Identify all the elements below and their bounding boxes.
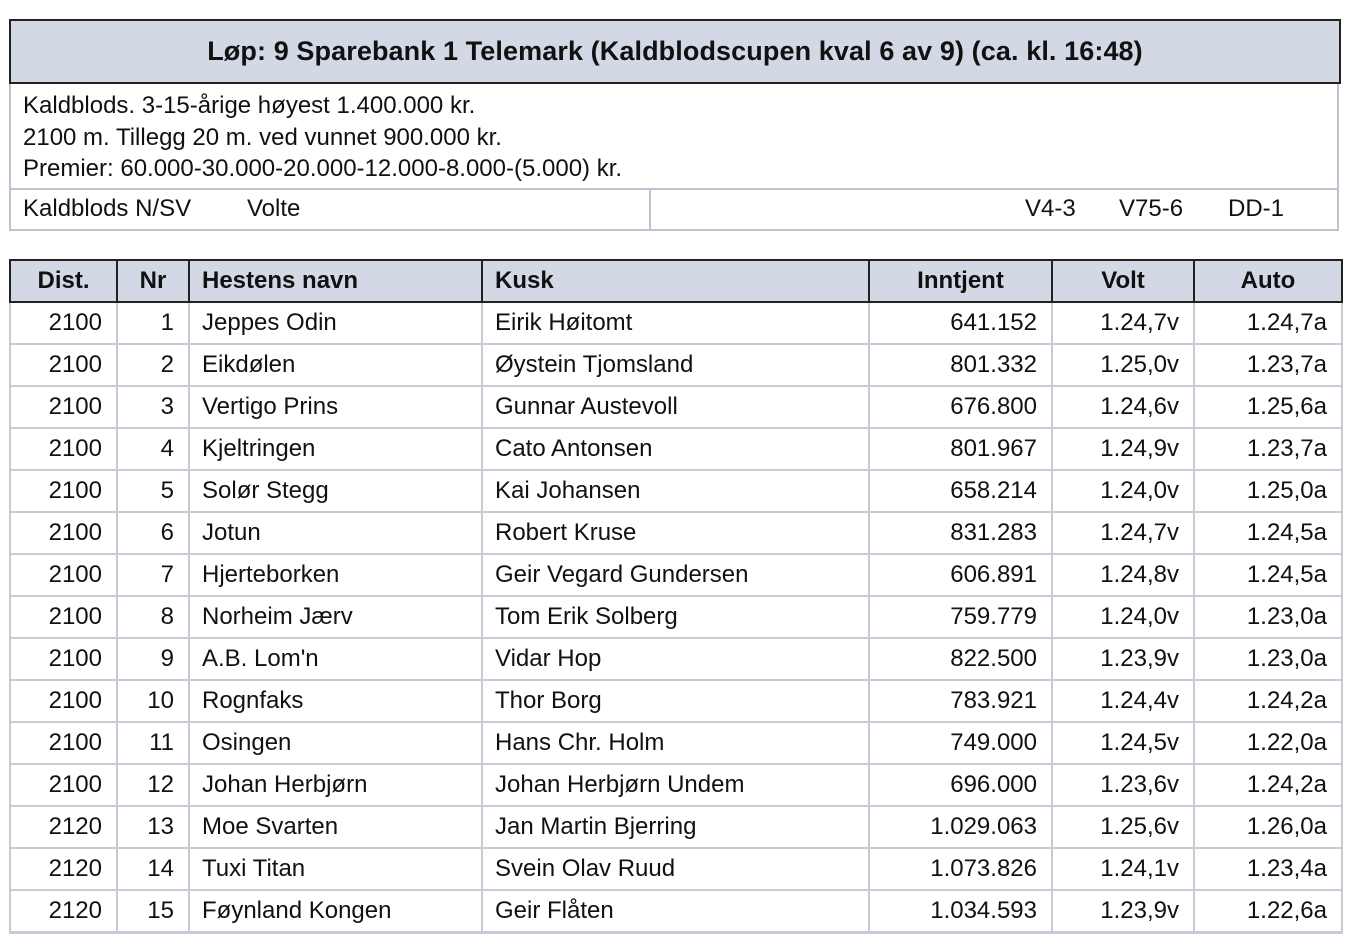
table-row [10, 512, 1342, 554]
header-auto: Auto [1194, 260, 1342, 302]
cell-auto: 1.24,2a [1194, 680, 1342, 722]
cell-earnings: 783.921 [869, 680, 1052, 722]
bet-type-v75: V75-6 [1119, 195, 1184, 222]
cell-nr: 10 [117, 680, 189, 722]
table-row [10, 638, 1342, 680]
cell-volt: 1.24,9v [1052, 428, 1194, 470]
cell-dist: 2100 [10, 344, 117, 386]
table-row [10, 596, 1342, 638]
cell-driver: Johan Herbjørn Undem [482, 764, 869, 806]
cell-nr: 9 [117, 638, 189, 680]
race-prizes-line: Premier: 60.000-30.000-20.000-12.000-8.000-(5.000) kr. [23, 155, 623, 182]
cell-earnings: 801.332 [869, 344, 1052, 386]
table-row [10, 428, 1342, 470]
cell-driver: Gunnar Austevoll [482, 386, 869, 428]
cell-nr: 12 [117, 764, 189, 806]
cell-earnings: 1.073.826 [869, 848, 1052, 890]
cell-volt: 1.24,4v [1052, 680, 1194, 722]
cell-volt: 1.24,6v [1052, 386, 1194, 428]
cell-auto: 1.23,7a [1194, 344, 1342, 386]
cell-nr: 11 [117, 722, 189, 764]
table-row [10, 806, 1342, 848]
cell-nr: 5 [117, 470, 189, 512]
cell-dist: 2120 [10, 890, 117, 932]
cell-volt: 1.24,8v [1052, 554, 1194, 596]
cell-auto: 1.23,4a [1194, 848, 1342, 890]
cell-horse-name: A.B. Lom'n [189, 638, 482, 680]
header-horse-name: Hestens navn [189, 260, 482, 302]
cell-auto: 1.24,2a [1194, 764, 1342, 806]
cell-driver: Hans Chr. Holm [482, 722, 869, 764]
cell-dist: 2100 [10, 638, 117, 680]
cell-horse-name: Solør Stegg [189, 470, 482, 512]
cell-nr: 14 [117, 848, 189, 890]
cell-earnings: 676.800 [869, 386, 1052, 428]
header-driver: Kusk [482, 260, 869, 302]
cell-dist: 2120 [10, 806, 117, 848]
cell-horse-name: Kjeltringen [189, 428, 482, 470]
cell-volt: 1.24,1v [1052, 848, 1194, 890]
starters-table [9, 259, 1343, 934]
table-row [10, 722, 1342, 764]
cell-horse-name: Johan Herbjørn [189, 764, 482, 806]
cell-earnings: 749.000 [869, 722, 1052, 764]
table-row [10, 848, 1342, 890]
cell-auto: 1.24,5a [1194, 512, 1342, 554]
cell-dist: 2120 [10, 848, 117, 890]
cell-volt: 1.24,5v [1052, 722, 1194, 764]
cell-horse-name: Vertigo Prins [189, 386, 482, 428]
cell-nr: 15 [117, 890, 189, 932]
cell-auto: 1.24,5a [1194, 554, 1342, 596]
header-volt: Volt [1052, 260, 1194, 302]
cell-horse-name: Osingen [189, 722, 482, 764]
cell-driver: Geir Vegard Gundersen [482, 554, 869, 596]
cell-driver: Geir Flåten [482, 890, 869, 932]
cell-driver: Vidar Hop [482, 638, 869, 680]
header-dist: Dist. [10, 260, 117, 302]
cell-auto: 1.23,0a [1194, 638, 1342, 680]
start-method: Volte [247, 195, 301, 222]
cell-driver: Robert Kruse [482, 512, 869, 554]
cell-earnings: 658.214 [869, 470, 1052, 512]
cell-driver: Thor Borg [482, 680, 869, 722]
cell-volt: 1.23,9v [1052, 638, 1194, 680]
cell-horse-name: Moe Svarten [189, 806, 482, 848]
cell-dist: 2100 [10, 680, 117, 722]
cell-nr: 13 [117, 806, 189, 848]
table-row [10, 470, 1342, 512]
cell-horse-name: Hjerteborken [189, 554, 482, 596]
cell-volt: 1.24,7v [1052, 302, 1194, 344]
cell-volt: 1.24,0v [1052, 596, 1194, 638]
header-earnings: Inntjent [869, 260, 1052, 302]
cell-driver: Kai Johansen [482, 470, 869, 512]
cell-auto: 1.25,6a [1194, 386, 1342, 428]
cell-earnings: 696.000 [869, 764, 1052, 806]
bet-type-v4: V4-3 [1025, 195, 1076, 222]
cell-auto: 1.22,6a [1194, 890, 1342, 932]
cell-volt: 1.23,9v [1052, 890, 1194, 932]
cell-horse-name: Jeppes Odin [189, 302, 482, 344]
cell-nr: 3 [117, 386, 189, 428]
cell-volt: 1.24,0v [1052, 470, 1194, 512]
table-row [10, 890, 1342, 932]
cell-earnings: 1.029.063 [869, 806, 1052, 848]
cell-auto: 1.23,7a [1194, 428, 1342, 470]
cell-earnings: 1.034.593 [869, 890, 1052, 932]
cell-nr: 7 [117, 554, 189, 596]
table-row [10, 680, 1342, 722]
cell-dist: 2100 [10, 512, 117, 554]
cell-horse-name: Tuxi Titan [189, 848, 482, 890]
cell-earnings: 822.500 [869, 638, 1052, 680]
cell-earnings: 801.967 [869, 428, 1052, 470]
race-condition-line: Kaldblods. 3-15-årige høyest 1.400.000 kr. [23, 92, 476, 119]
table-header-row [10, 260, 1342, 302]
cell-volt: 1.25,0v [1052, 344, 1194, 386]
cell-volt: 1.25,6v [1052, 806, 1194, 848]
cell-nr: 8 [117, 596, 189, 638]
race-category: Kaldblods N/SV [23, 195, 192, 222]
race-title: Løp: 9 Sparebank 1 Telemark (Kaldblodscupen kval 6 av 9) (ca. kl. 16:48) [9, 19, 1341, 84]
cell-horse-name: Eikdølen [189, 344, 482, 386]
cell-dist: 2100 [10, 722, 117, 764]
header-nr: Nr [117, 260, 189, 302]
cell-nr: 4 [117, 428, 189, 470]
cell-earnings: 759.779 [869, 596, 1052, 638]
cell-volt: 1.23,6v [1052, 764, 1194, 806]
cell-earnings: 606.891 [869, 554, 1052, 596]
cell-driver: Eirik Høitomt [482, 302, 869, 344]
cell-dist: 2100 [10, 386, 117, 428]
table-row [10, 554, 1342, 596]
cell-horse-name: Rognfaks [189, 680, 482, 722]
race-condition-line: 2100 m. Tillegg 20 m. ved vunnet 900.000 kr. [23, 123, 502, 151]
cell-auto: 1.22,0a [1194, 722, 1342, 764]
cell-auto: 1.24,7a [1194, 302, 1342, 344]
cell-horse-name: Føynland Kongen [189, 890, 482, 932]
cell-nr: 1 [117, 302, 189, 344]
table-row [10, 344, 1342, 386]
cell-dist: 2100 [10, 470, 117, 512]
cell-horse-name: Jotun [189, 512, 482, 554]
cell-dist: 2100 [10, 596, 117, 638]
info-divider [10, 188, 1339, 190]
cell-driver: Tom Erik Solberg [482, 596, 869, 638]
bet-type-dd: DD-1 [1228, 195, 1285, 222]
cell-dist: 2100 [10, 764, 117, 806]
info-column-divider [649, 189, 651, 230]
race-conditions [23, 90, 622, 185]
cell-dist: 2100 [10, 302, 117, 344]
cell-auto: 1.25,0a [1194, 470, 1342, 512]
cell-driver: Svein Olav Ruud [482, 848, 869, 890]
table-row [10, 302, 1342, 344]
table-row [10, 764, 1342, 806]
cell-auto: 1.23,0a [1194, 596, 1342, 638]
cell-nr: 6 [117, 512, 189, 554]
cell-volt: 1.24,7v [1052, 512, 1194, 554]
cell-driver: Cato Antonsen [482, 428, 869, 470]
cell-auto: 1.26,0a [1194, 806, 1342, 848]
cell-dist: 2100 [10, 554, 117, 596]
cell-dist: 2100 [10, 428, 117, 470]
cell-earnings: 831.283 [869, 512, 1052, 554]
cell-earnings: 641.152 [869, 302, 1052, 344]
cell-nr: 2 [117, 344, 189, 386]
table-row [10, 386, 1342, 428]
cell-driver: Jan Martin Bjerring [482, 806, 869, 848]
cell-driver: Øystein Tjomsland [482, 344, 869, 386]
cell-horse-name: Norheim Jærv [189, 596, 482, 638]
